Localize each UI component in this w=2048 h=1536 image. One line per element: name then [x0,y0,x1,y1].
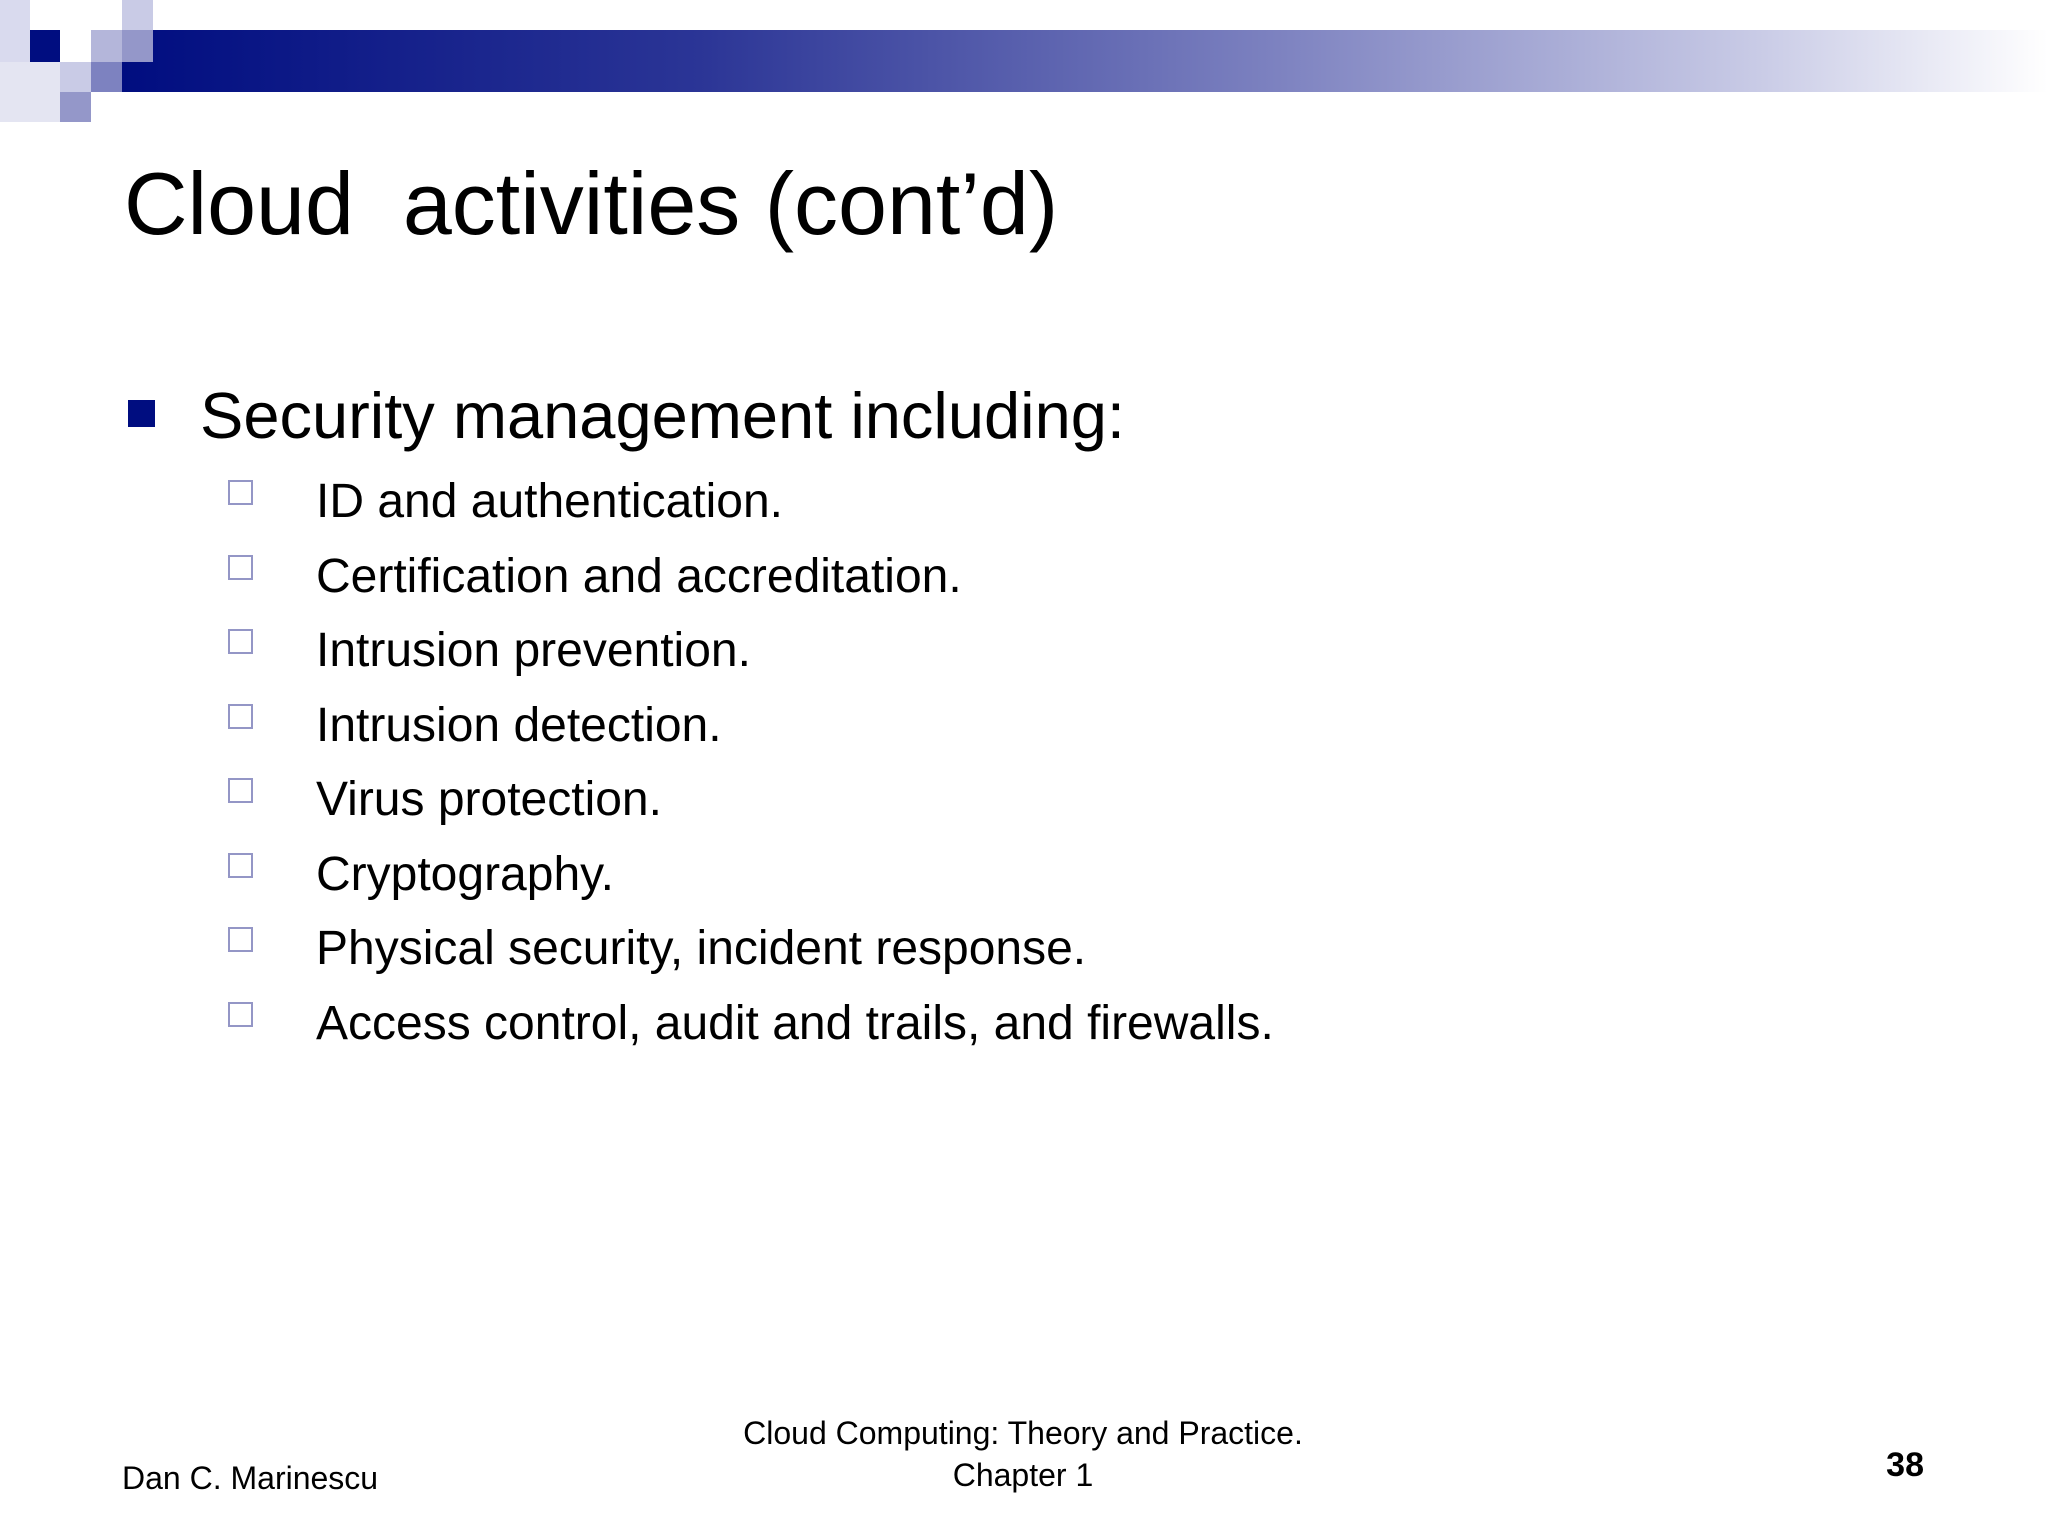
hollow-square-bullet-icon [228,778,253,803]
list-item-text: Intrusion detection. [316,698,722,752]
hollow-square-bullet-icon [228,480,253,505]
footer-book-line: Cloud Computing: Theory and Practice. [743,1415,1303,1451]
deco-square [0,0,30,62]
footer-chapter-line: Chapter 1 [952,1456,1094,1493]
list-item-text: ID and authentication. [316,475,783,528]
deco-square [122,30,153,62]
list-item-text: Intrusion prevention. [316,624,751,677]
deco-square [91,30,122,62]
footer-book-title [743,1413,1303,1496]
hollow-square-bullet-icon [228,704,253,729]
list-item [228,549,1274,624]
list-item [228,623,1274,698]
list-item-text: Virus protection. [316,773,662,826]
list-item-text: Physical security, incident response. [316,922,1087,975]
list-item-text: Access control, audit and trails, and firewalls. [316,996,1274,1050]
list-item [228,996,1274,1071]
header-gradient-band [122,30,2048,92]
slide-title: Cloud activities (cont’d) [124,154,1059,253]
main-bullet-text: Security management including: [200,379,1125,452]
sub-bullet-list [228,474,1274,1070]
hollow-square-bullet-icon [228,1002,253,1027]
list-item [228,847,1274,922]
hollow-square-bullet-icon [228,555,253,580]
deco-square [60,62,91,92]
page-number: 38 [1886,1446,1924,1484]
list-item-text: Cryptography. [316,847,614,901]
hollow-square-bullet-icon [228,853,253,878]
list-item [228,921,1274,996]
hollow-square-bullet-icon [228,629,253,654]
footer-author: Dan C. Marinescu [122,1460,379,1496]
square-bullet-icon [128,400,155,427]
list-item-text: Certification and accreditation. [316,549,962,603]
deco-square [60,30,91,62]
list-item [228,772,1274,847]
list-item [228,474,1274,549]
hollow-square-bullet-icon [228,927,253,952]
list-item [228,698,1274,773]
deco-square [91,62,122,92]
deco-square [30,30,60,62]
deco-square [122,0,153,30]
deco-square [0,62,60,122]
deco-square [60,92,91,122]
